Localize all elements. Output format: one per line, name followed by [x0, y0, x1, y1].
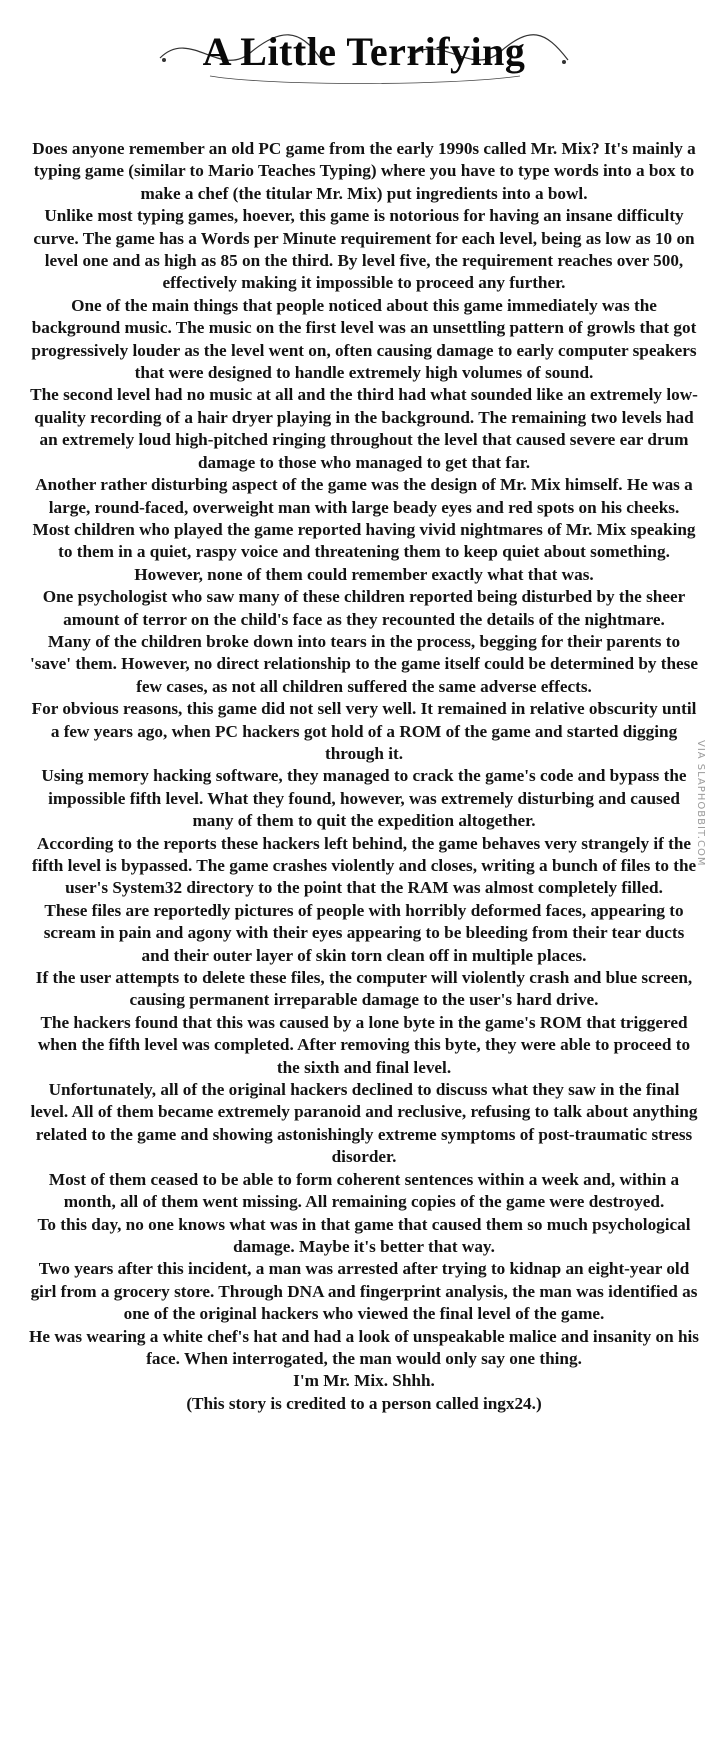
- story-paragraph: One of the main things that people noticed about this game immediately was the background music. The music on the first level was an unsettling pattern of growls that got progressively louder as the level went on, often causing damage to early computer speakers that were designed to handle extremely high volumes of sound.: [31, 295, 697, 383]
- story-paragraph: Using memory hacking software, they managed to crack the game's code and bypass the impossible fifth level. What they found, however, was extremely disturbing and caused many of them to quit the expedition altogether.: [41, 766, 687, 831]
- story-paragraph: Most children who played the game reported having vivid nightmares of Mr. Mix speaking to them in a quiet, raspy voice and threatening them to keep quiet about something. However, none of them could remember exactly what that was.: [32, 519, 696, 584]
- story-quote: I'm Mr. Mix. Shhh.: [293, 1371, 435, 1391]
- story-credit: (This story is credited to a person called ingx24.): [186, 1393, 542, 1413]
- story-paragraph: If the user attempts to delete these files, the computer will violently crash and blue screen, causing permanent irreparable damage to the user's hard drive.: [35, 968, 693, 1010]
- story-paragraph: Another rather disturbing aspect of the game was the design of Mr. Mix himself. He was a large, round-faced, overweight man with large beady eyes and red spots on his cheeks.: [35, 475, 693, 517]
- story-paragraph: Many of the children broke down into tears in the process, begging for their parents to 'save' them. However, no direct relationship to the game itself could be determined by these few cases, as not all children suffered the same adverse effects.: [29, 631, 698, 696]
- story-paragraph: Most of them ceased to be able to form coherent sentences within a week and, within a month, all of them went missing. All remaining copies of the game were destroyed.: [48, 1169, 680, 1212]
- story-paragraph: One psychologist who saw many of these children reported being disturbed by the sheer amount of terror on the child's face as they recounted the details of the nightmare.: [42, 587, 686, 629]
- story-paragraph: He was wearing a white chef's hat and had a look of unspeakable malice and insanity on his face. When interrogated, the man would only say one thing.: [29, 1326, 699, 1368]
- story-paragraph: Unfortunately, all of the original hackers declined to discuss what they saw in the final level. All of them became extremely paranoid and reclusive, refusing to talk about anything related to the game and showing astonishingly extreme symptoms of post-traumatic stress disorder.: [30, 1080, 698, 1167]
- story-paragraph: The second level had no music at all and the third had what sounded like an extremely low-quality recording of a hair dryer playing in the background. The remaining two levels had an extremely loud high-pitched ringing throughout the level that caused severe ear drum damage to those who managed to get that far.: [30, 385, 698, 472]
- story-paragraph: To this day, no one knows what was in that game that caused them so much psychological damage. Maybe it's better that way.: [37, 1214, 691, 1256]
- story-body: [28, 138, 700, 1415]
- site-watermark: VIA SLAPHOBBIT.COM: [695, 740, 706, 867]
- story-paragraph: According to the reports these hackers left behind, the game behaves very strangely if the fifth level is bypassed. The game crashes violently and closes, writing a bunch of files to the user's System32 directory to the point that the RAM was almost completely filled.: [31, 833, 697, 898]
- story-paragraph: Does anyone remember an old PC game from the early 1990s called Mr. Mix? It's mainly a typing game (similar to Mario Teaches Typing) where you have to type words into a box to make a chef (the titular Mr. Mix) put ingredients into a bowl.: [32, 139, 696, 203]
- story-paragraph: Two years after this incident, a man was arrested after trying to kidnap an eight-year old girl from a grocery store. Through DNA and fingerprint analysis, the man was identified as one of the original hackers who viewed the final level of the game.: [30, 1259, 698, 1324]
- story-paragraph: Unlike most typing games, hoever, this game is notorious for having an insane difficulty curve. The game has a Words per Minute requirement for each level, being as low as 10 on level one and as high as 85 on the third. By level five, the requirement reaches over 500, effectively making it impossible to proceed any further.: [33, 206, 695, 293]
- page-title: A Little Terrifying: [202, 29, 526, 74]
- story-paragraph: For obvious reasons, this game did not sell very well. It remained in relative obscurity until a few years ago, when PC hackers got hold of a ROM of the game and started digging through it.: [31, 699, 697, 763]
- story-paragraph: The hackers found that this was caused by a lone byte in the game's ROM that triggered when the fifth level was completed. After removing this byte, they were able to proceed to the sixth and final level.: [37, 1012, 691, 1077]
- story-paragraph: These files are reportedly pictures of people with horribly deformed faces, appearing to scream in pain and agony with their eyes appearing to be bleeding from their tear ducts and their outer layer of skin torn clean off in multiple places.: [43, 900, 685, 965]
